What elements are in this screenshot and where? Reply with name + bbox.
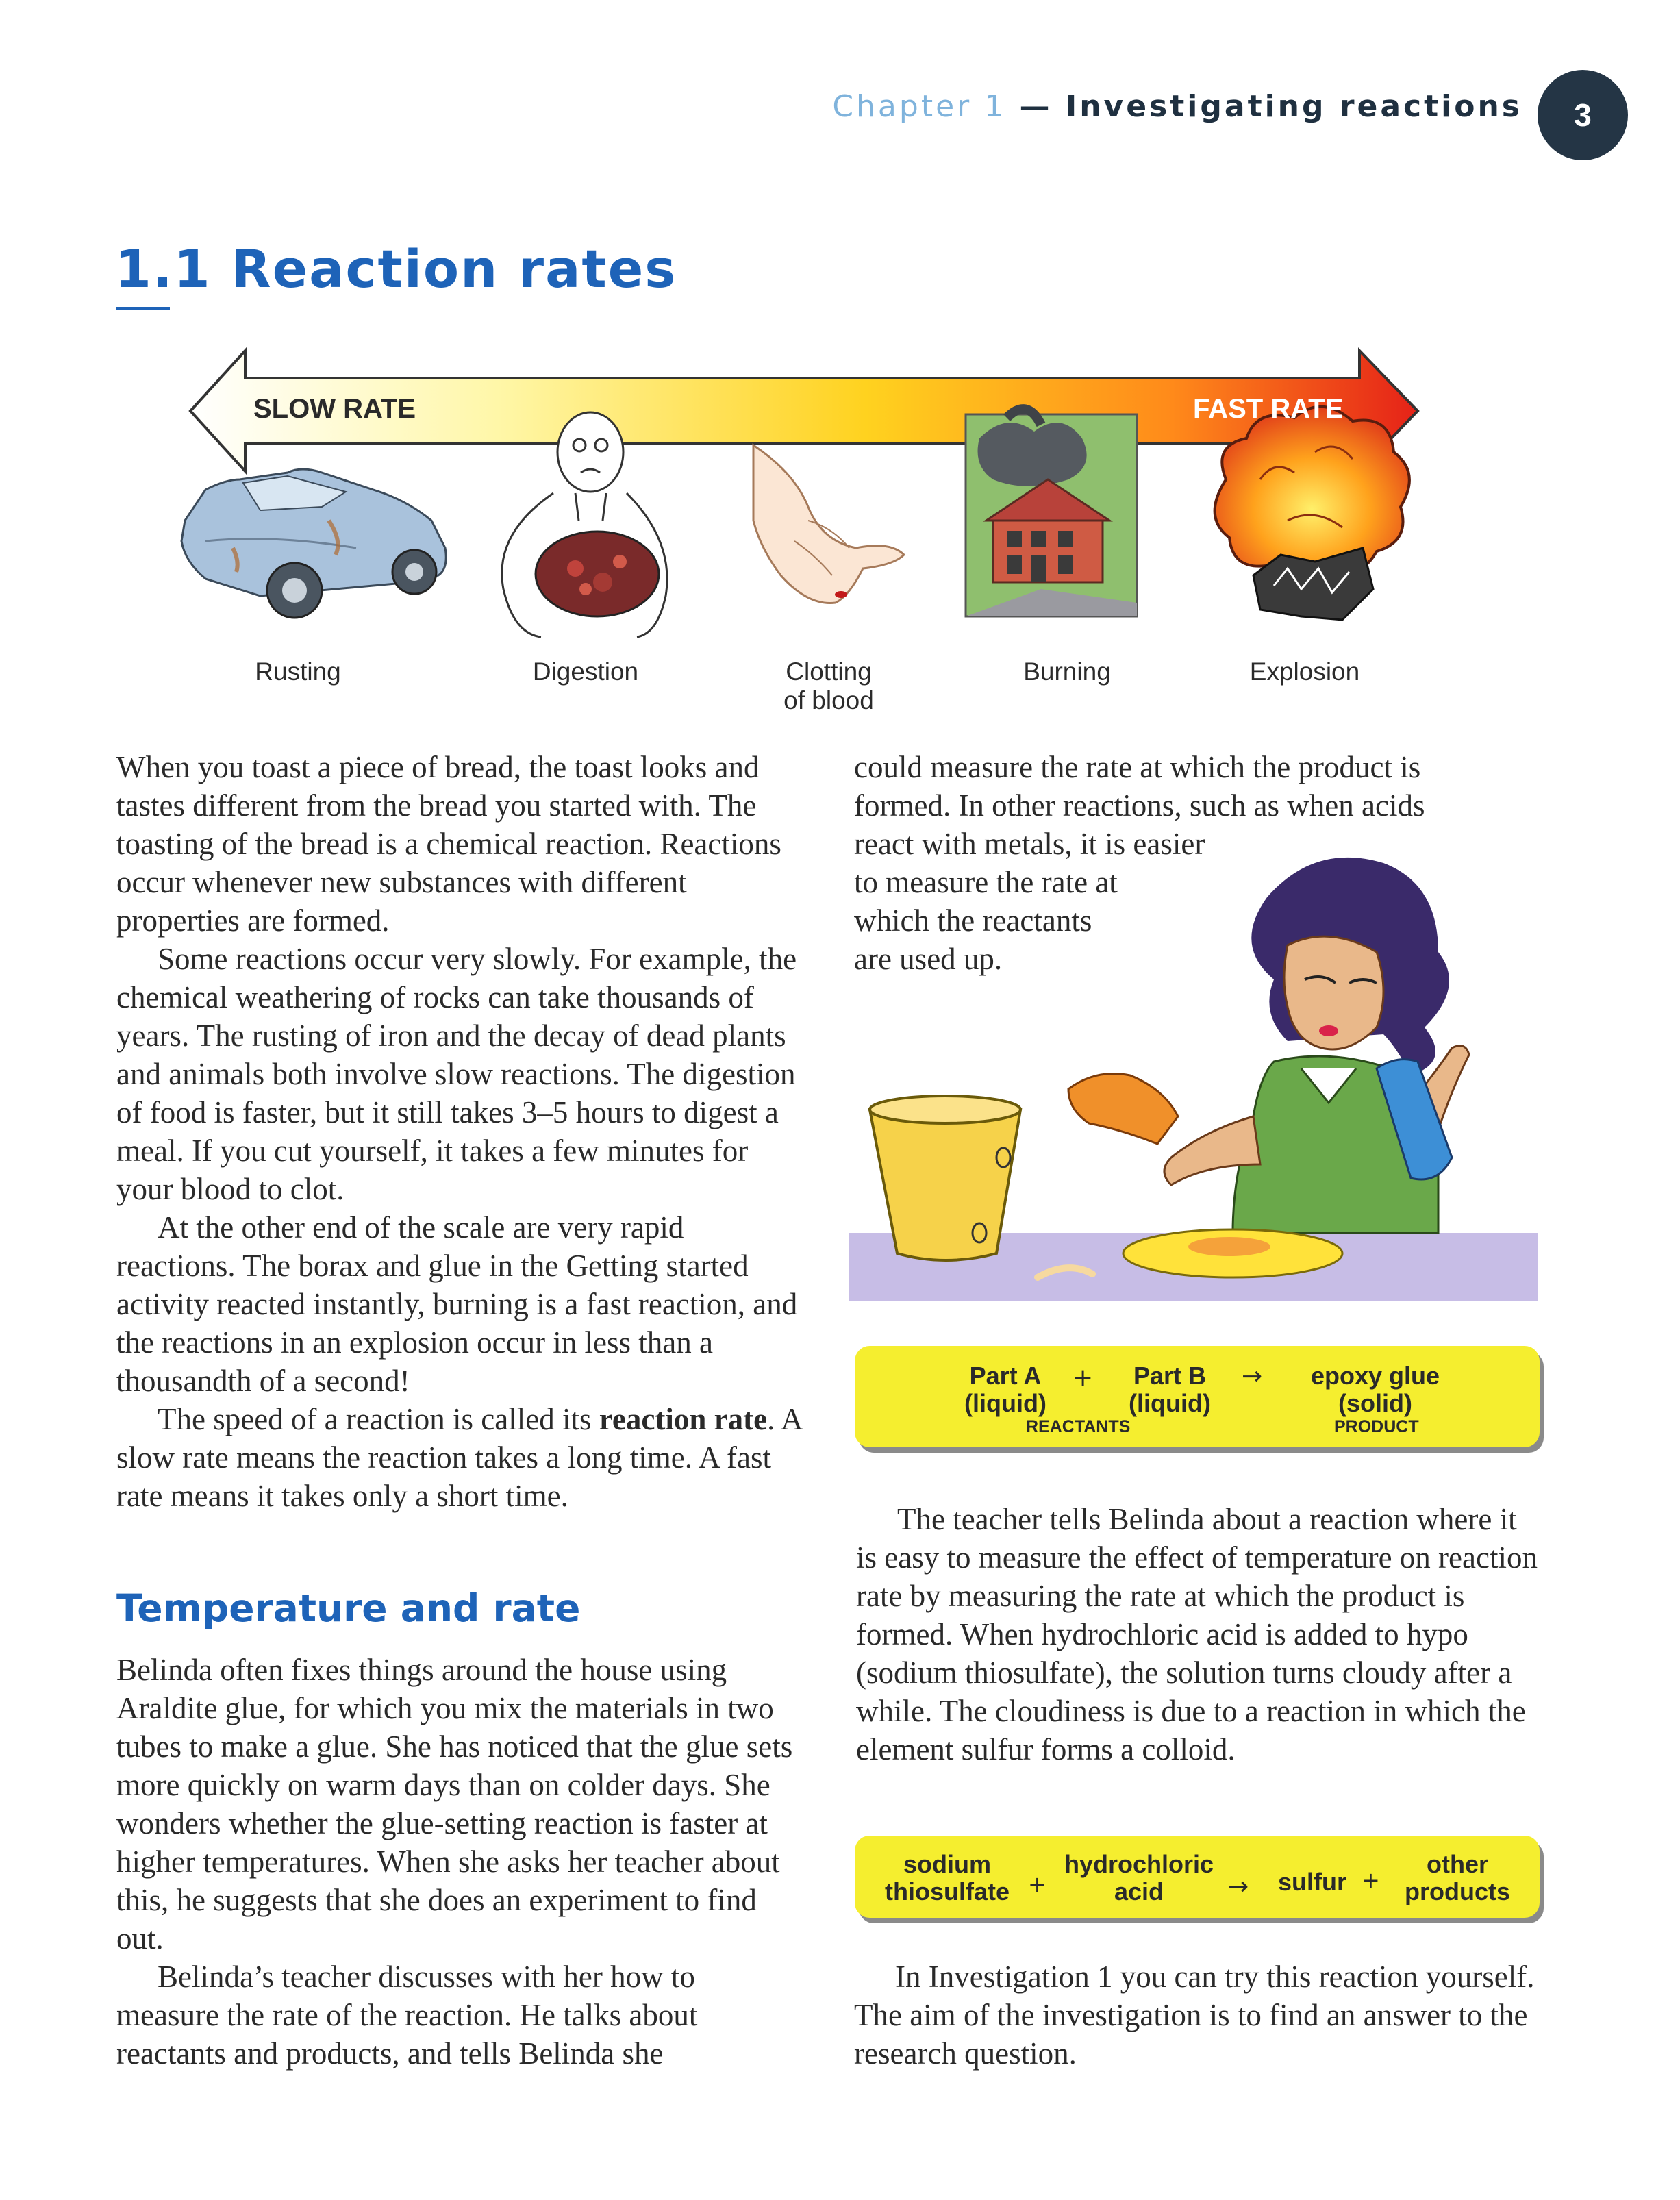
eq2-plus-2: + [1362, 1867, 1380, 1893]
caption-clotting-line1: Clotting [786, 658, 872, 686]
eq2-product-other-line1: other [1427, 1850, 1488, 1878]
paragraph-reaction-rate-start: The speed of a reaction is called its [158, 1402, 599, 1436]
chapter-title: — Investigating reactions [1006, 89, 1522, 124]
right-line-5: which the reactants [854, 903, 1092, 938]
right-line-3: react with metals, it is easier [854, 827, 1205, 861]
explosion-illustration [1215, 407, 1409, 620]
eq1-reactant-a-state: (liquid) [964, 1389, 1046, 1417]
eq1-reactant-b-state: (liquid) [1129, 1389, 1211, 1417]
paragraph-reaction-rate [116, 1400, 803, 1515]
eq2-reactant-b-line2: acid [1114, 1877, 1164, 1905]
left-column-text-2 [116, 1651, 803, 2073]
chapter-label: Chapter 1 [832, 89, 1007, 124]
paragraph-slow-reactions: Some reactions occur very slowly. For example, the chemical weathering of rocks can take thousands of years. The rusting of iron and the decay of dead plants and animals both involve slow reactions. The digestion of food is faster, but it still takes 3–5 hours to digest a meal. If you cut yourself, it takes a few minutes for your blood to clot. [116, 942, 797, 1206]
clotting-hand-illustration [753, 445, 904, 603]
caption-digestion: Digestion [532, 658, 639, 686]
eq1-arrow: → [1242, 1362, 1263, 1390]
eq1-plus: + [1073, 1364, 1094, 1392]
paragraph-teacher-reaction: The teacher tells Belinda about a reaction where it is easy to measure the effect of temperature on reaction rate by measuring the rate at which the product is formed. When hydrochloric acid is added to hypo (sodium thiosulfate), the solution turns cloudy after a while. The cloudiness is due to a reaction in which the element sulfur forms a colloid. [856, 1502, 1538, 1766]
term-reaction-rate: reaction rate [599, 1402, 768, 1436]
fast-rate-label: FAST RATE [1193, 394, 1344, 424]
rusting-car-illustration [181, 469, 446, 618]
eq1-product-label: PRODUCT [1334, 1417, 1419, 1436]
slow-rate-label: SLOW RATE [253, 394, 416, 424]
eq1-product [1293, 1362, 1457, 1417]
caption-burning: Burning [1023, 658, 1111, 686]
caption-explosion: Explosion [1249, 658, 1360, 686]
eq2-arrow: → [1228, 1873, 1249, 1901]
eq1-product-name: epoxy glue [1310, 1362, 1440, 1390]
left-column-text [116, 748, 803, 1515]
paragraph-belinda-glue: Belinda often fixes things around the house using Araldite glue, for which you mix the materials in two tubes to make a glue. She has noticed that the glue sets more quickly on warm days than on colder days. She wonders whether the glue-setting reaction is faster at higher temperatures. When she asks her teacher about this, he suggests that she does an experiment to find out. [116, 1653, 793, 1955]
eq1-reactant-b [1108, 1362, 1231, 1417]
eq2-reactant-b-line1: hydrochloric [1064, 1850, 1214, 1878]
caption-rusting: Rusting [255, 658, 341, 686]
paragraph-investigation: In Investigation 1 you can try this reaction yourself. The aim of the investigation is to find an answer to the research question. [854, 1960, 1535, 2071]
equation-epoxy-box [855, 1346, 1540, 1447]
right-column-text-mid [856, 1500, 1541, 1768]
equation-sulfur-box [855, 1836, 1540, 1918]
eq2-reactant-a-line1: sodium [903, 1850, 991, 1878]
paragraph-teacher-discusses: Belinda’s teacher discusses with her how to measure the rate of the reaction. He talks about reactants and products, and tells Belinda she [116, 1960, 698, 2071]
eq1-product-state: (solid) [1338, 1389, 1412, 1417]
eq2-plus-1: + [1028, 1871, 1046, 1897]
digestion-illustration [502, 412, 667, 637]
eq2-reactant-a-line2: thiosulfate [884, 1877, 1010, 1905]
eq1-reactant-b-name: Part B [1133, 1362, 1207, 1390]
section-title: 1.1 Reaction rates [115, 238, 677, 299]
paragraph-reaction-rate-end: . A slow rate means the reaction takes a long time. A fast rate means it takes only a short time. [116, 1402, 802, 1513]
eq1-reactant-a [944, 1362, 1067, 1417]
page-number: 3 [1538, 70, 1628, 160]
belinda-glue-illustration [849, 842, 1548, 1308]
right-line-1: could measure the rate at which the product is [854, 750, 1421, 784]
eq2-reactant-a [875, 1851, 1019, 1905]
eq2-reactant-b [1053, 1851, 1225, 1905]
eq1-reactants-label: REACTANTS [1026, 1417, 1131, 1436]
right-line-6: are used up. [854, 942, 1003, 976]
eq2-product-sulfur: sulfur [1277, 1868, 1346, 1896]
eq2-product-other [1382, 1851, 1533, 1905]
right-line-4: to measure the rate at [854, 865, 1118, 899]
subheading-temperature-rate: Temperature and rate [116, 1586, 581, 1630]
paragraph-rapid-reactions: At the other end of the scale are very rapid reactions. The borax and glue in the Getting started activity reacted instantly, burning is a fast reaction, and the reactions in an explosion occur in less than a thousandth of a second! [116, 1210, 798, 1398]
reaction-rate-scale [0, 0, 1680, 658]
caption-clotting-line2: of blood [783, 686, 874, 714]
burning-house-illustration [966, 409, 1137, 616]
paragraph-intro: When you toast a piece of bread, the toast looks and tastes different from the bread you started with. The toasting of the bread is a chemical reaction. Reactions occur whenever new substances with different properties are formed. [116, 750, 781, 938]
eq1-reactant-a-name: Part A [969, 1362, 1042, 1390]
caption-clotting [736, 658, 921, 715]
right-column-text-bottom [854, 1958, 1559, 2073]
right-line-2: formed. In other reactions, such as when acids [854, 788, 1425, 823]
eq2-product-other-line2: products [1404, 1877, 1510, 1905]
